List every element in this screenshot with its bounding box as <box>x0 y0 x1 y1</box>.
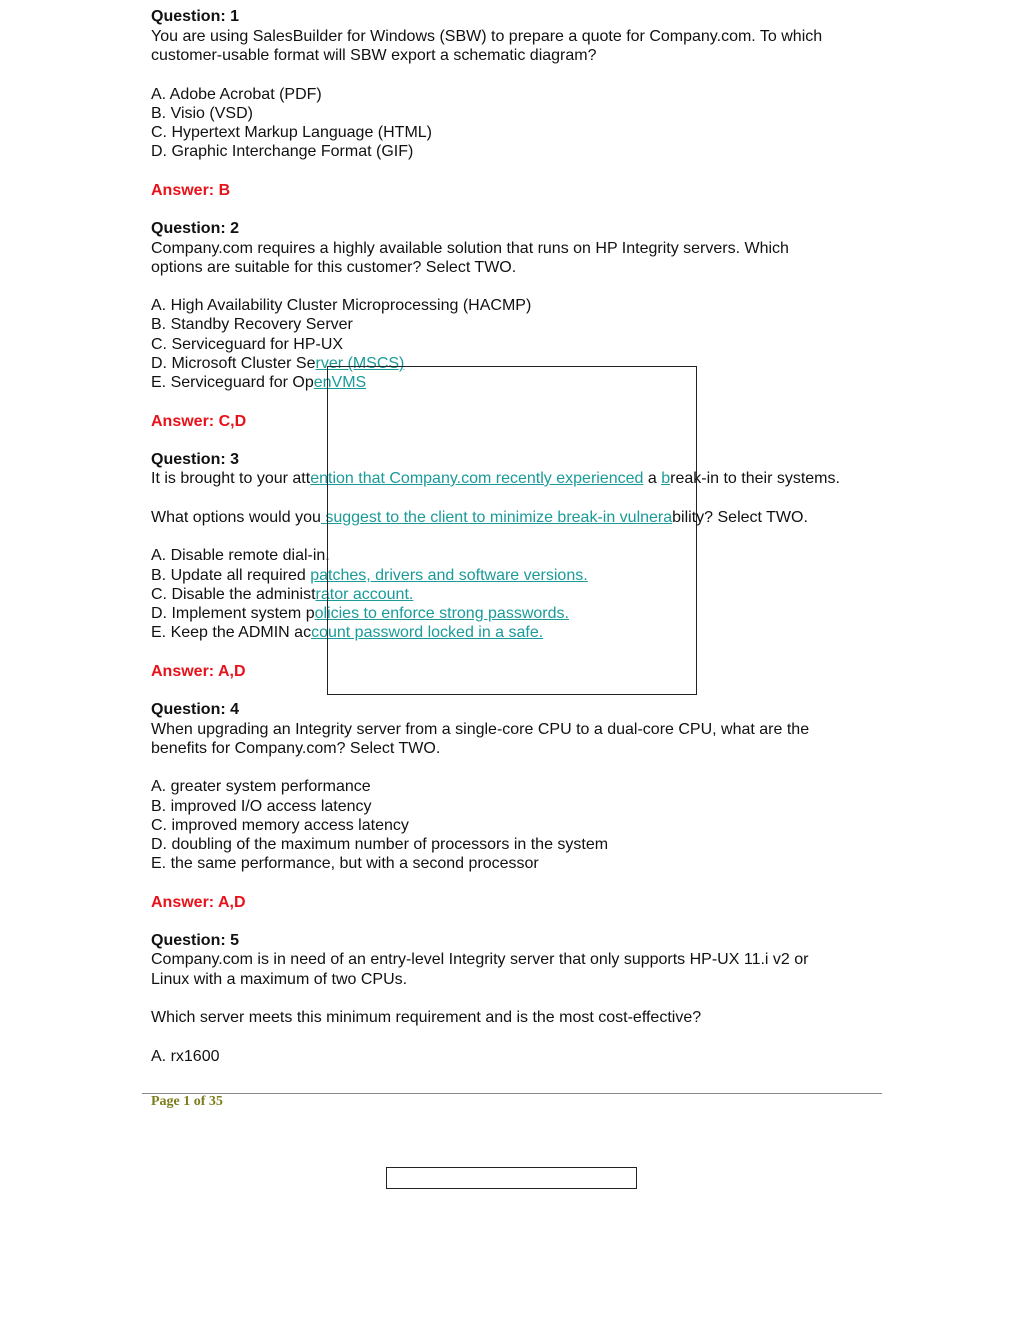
option-d: D. doubling of the maximum number of processors in the system <box>151 836 609 853</box>
question-text: customer-usable format will SBW export a schematic diagram? <box>151 47 597 64</box>
question-heading: Question: 3 <box>151 451 240 468</box>
text-segment: bility? Select TWO. <box>672 509 808 526</box>
option-d <box>151 604 569 623</box>
text-segment: a <box>643 470 662 487</box>
question-text: benefits for Company.com? Select TWO. <box>151 740 441 757</box>
answer-label: Answer: A,D <box>151 663 246 680</box>
option-b: B. Standby Recovery Server <box>151 316 353 333</box>
question-text: When upgrading an Integrity server from a single-core CPU to a dual-core CPU, what are the <box>151 721 810 738</box>
option-d: D. Graphic Interchange Format (GIF) <box>151 143 414 160</box>
option-text: D. Microsoft Cluster Se <box>151 355 316 372</box>
question-text <box>151 508 808 527</box>
question-text: You are using SalesBuilder for Windows (SBW) to prepare a quote for Company.com. To which <box>151 28 823 45</box>
question-heading: Question: 5 <box>151 932 240 949</box>
option-a: A. Disable remote dial-in. <box>151 547 330 564</box>
option-d <box>151 354 404 373</box>
hyperlink[interactable]: enVMS <box>313 374 367 391</box>
question-text: options are suitable for this customer? Select TWO. <box>151 259 517 276</box>
question-text: Linux with a maximum of two CPUs. <box>151 971 408 988</box>
hyperlink[interactable]: count password locked in a safe. <box>311 624 544 641</box>
option-b <box>151 566 588 585</box>
answer-label: Answer: A,D <box>151 894 246 911</box>
question-text: Company.com requires a highly available solution that runs on HP Integrity servers. Which <box>151 240 789 257</box>
hyperlink[interactable]: patches, drivers and software versions. <box>310 567 588 584</box>
question-text <box>151 469 840 488</box>
option-a: A. rx1600 <box>151 1048 220 1065</box>
option-e <box>151 623 543 642</box>
hyperlink[interactable]: b <box>661 470 671 487</box>
footer-divider <box>142 1093 882 1094</box>
option-a: A. Adobe Acrobat (PDF) <box>151 86 322 103</box>
text-segment: It is brought to your att <box>151 470 311 487</box>
option-b: B. Visio (VSD) <box>151 105 253 122</box>
question-heading: Question: 2 <box>151 220 240 237</box>
hyperlink[interactable]: ention that Company.com recently experienced <box>310 470 644 487</box>
option-a: A. greater system performance <box>151 778 371 795</box>
answer-label: Answer: C,D <box>151 413 247 430</box>
option-b: B. improved I/O access latency <box>151 798 372 815</box>
question-heading: Question: 1 <box>151 8 240 25</box>
overlay-frame <box>327 366 697 695</box>
option-c: C. Hypertext Markup Language (HTML) <box>151 124 432 141</box>
option-c: C. improved memory access latency <box>151 817 409 834</box>
question-text: Which server meets this minimum requirement and is the most cost-effective? <box>151 1009 702 1026</box>
hyperlink[interactable]: rver (MSCS) <box>315 355 405 372</box>
option-text: D. Implement system p <box>151 605 315 622</box>
page-number: Page 1 of 35 <box>151 1094 223 1109</box>
overlay-frame <box>386 1167 637 1189</box>
answer-label: Answer: B <box>151 182 231 199</box>
question-heading: Question: 4 <box>151 701 240 718</box>
option-text: C. Disable the administ <box>151 586 316 603</box>
text-segment: What options would you <box>151 509 321 526</box>
question-text: Company.com is in need of an entry-level Integrity server that only supports HP-UX 11.i v2 or <box>151 951 809 968</box>
hyperlink[interactable]: olicies to enforce strong passwords. <box>314 605 569 622</box>
option-text: E. Serviceguard for Op <box>151 374 314 391</box>
hyperlink[interactable]: suggest to the client to minimize break-in vulnera <box>320 509 673 526</box>
option-c: C. Serviceguard for HP-UX <box>151 336 344 353</box>
option-e <box>151 373 366 392</box>
option-e: E. the same performance, but with a second processor <box>151 855 539 872</box>
option-a: A. High Availability Cluster Microprocessing (HACMP) <box>151 297 532 314</box>
text-segment: reak-in to their systems. <box>670 470 840 487</box>
option-text: B. Update all required <box>151 567 311 584</box>
option-c <box>151 585 413 604</box>
hyperlink[interactable]: rator account. <box>315 586 414 603</box>
option-text: E. Keep the ADMIN ac <box>151 624 312 641</box>
